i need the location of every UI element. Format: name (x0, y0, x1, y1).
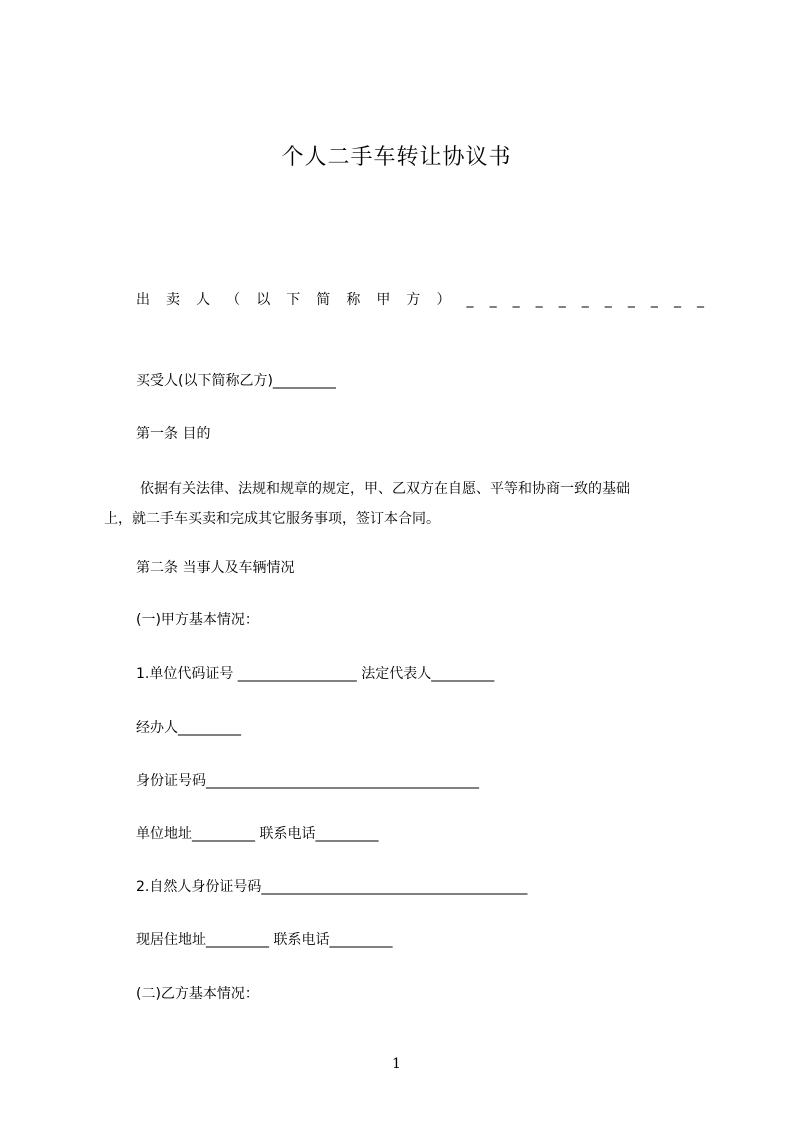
seller-line-char: _ (558, 292, 566, 308)
residence-phone-line: 现居住地址_________ 联系电话_________ (136, 932, 393, 948)
seller-line-char: 人 (196, 292, 211, 308)
seller-line-char: _ (604, 292, 612, 308)
seller-line (136, 289, 704, 311)
seller-line-char: _ (466, 292, 474, 308)
id-number-line: 身份证号码_______________________________________ (136, 773, 479, 789)
seller-line-char: ） (436, 292, 451, 308)
seller-line-char: _ (627, 292, 635, 308)
article1-body (104, 474, 704, 534)
seller-line-char: _ (489, 292, 497, 308)
party-a-heading: (一)甲方基本情况： (136, 612, 259, 628)
seller-line-char: 卖 (166, 292, 181, 308)
item1-line: 1.单位代码证号 _________________ 法定代表人_________ (136, 666, 495, 682)
address-phone-line: 单位地址_________ 联系电话_________ (136, 826, 379, 842)
article1-heading: 第一条 目的 (136, 426, 211, 442)
document-title: 个人二手车转让协议书 (281, 145, 512, 170)
buyer-line: 买受人(以下简称乙方)_________ (136, 373, 336, 389)
seller-line-char: （ (226, 292, 241, 308)
seller-line-char: 出 (136, 292, 150, 308)
seller-line-char: 甲 (376, 292, 391, 308)
seller-line-char: 简 (316, 292, 331, 308)
seller-line-char: _ (673, 292, 681, 308)
seller-line-char: _ (581, 292, 589, 308)
article1-body-line1: 依据有关法律、法规和规章的规定，甲、乙双方在自愿、平等和协商一致的基础 (140, 481, 630, 497)
seller-line-char: 下 (286, 292, 301, 308)
seller-line-char: 以 (256, 292, 271, 308)
agent-line: 经办人_________ (136, 720, 241, 736)
seller-line-char: 称 (346, 292, 361, 308)
seller-line-char: _ (696, 292, 704, 308)
seller-line-char: 方 (406, 292, 421, 308)
seller-line-char: _ (512, 292, 520, 308)
article1-body-line2: 上，就二手车买卖和完成其它服务事项，签订本合同。 (104, 511, 440, 527)
page-number: 1 (392, 1056, 401, 1072)
seller-line-char: _ (650, 292, 658, 308)
article2-heading: 第二条 当事人及车辆情况 (136, 560, 295, 576)
item2-line: 2.自然人身份证号码______________________________________ (136, 879, 528, 895)
party-b-heading: (二)乙方基本情况： (136, 986, 259, 1002)
seller-line-char: _ (535, 292, 543, 308)
